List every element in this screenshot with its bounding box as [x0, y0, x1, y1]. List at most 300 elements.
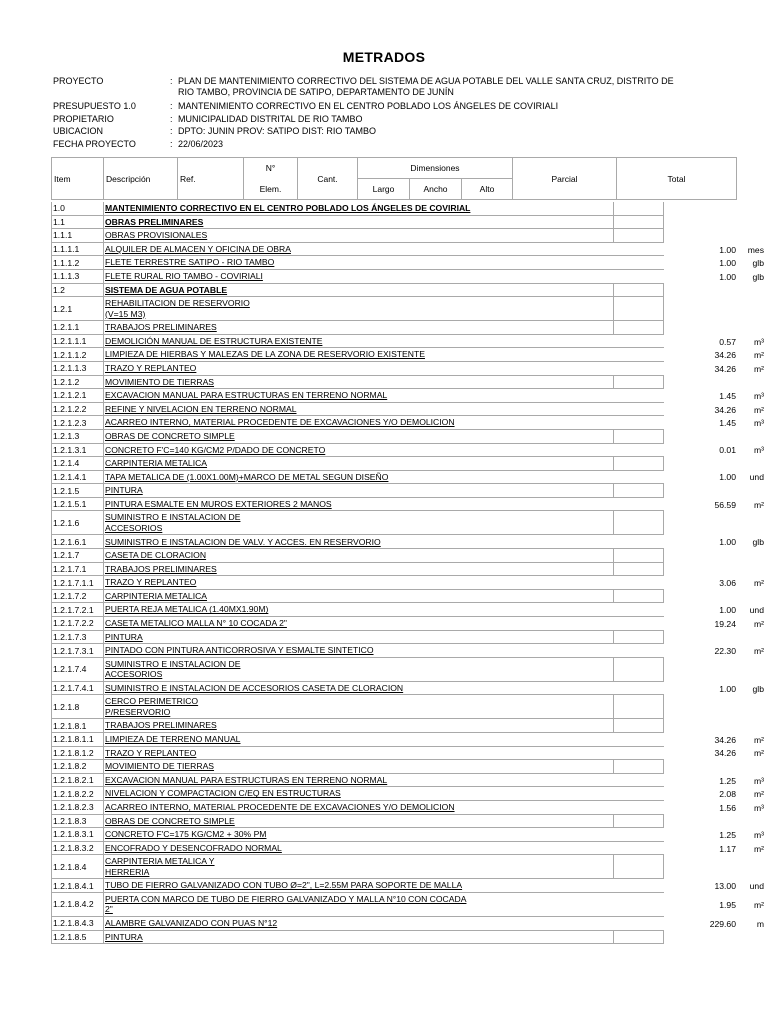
row-unit: m³	[753, 802, 764, 813]
row-total: 1.00	[719, 472, 736, 483]
row-description	[103, 801, 613, 815]
row-description-text: PINTURA	[105, 485, 143, 496]
row-spacer	[613, 931, 664, 945]
table-row	[51, 511, 716, 535]
budget-rows	[51, 202, 764, 944]
row-unit: m²	[753, 578, 764, 589]
row-item-code: 1.2.1.8.5	[51, 931, 103, 945]
row-spacer	[613, 590, 664, 604]
row-unit: m²	[753, 350, 764, 361]
meta-value: MUNICIPALIDAD DISTRITAL DE RIO TAMBO	[178, 113, 363, 124]
table-row	[51, 535, 764, 549]
row-spacer	[613, 284, 664, 298]
row-total: 34.26	[714, 404, 736, 415]
row-description	[103, 658, 613, 682]
row-spacer	[613, 563, 664, 577]
row-description	[103, 733, 613, 747]
row-item-code: 1.2.1.8	[51, 695, 103, 719]
row-description	[103, 335, 613, 349]
table-row	[51, 682, 764, 696]
row-description-text: CARPINTERIA METALICA	[105, 590, 208, 601]
row-item-code: 1.2.1.5.1	[51, 498, 103, 512]
row-description-text: ACARREO INTERNO, MATERIAL PROCEDENTE DE EXCAVACIONES Y/O DEMOLICION	[105, 417, 455, 428]
meta-colon: :	[170, 101, 173, 112]
row-item-code: 1.1	[51, 216, 103, 230]
row-spacer	[613, 511, 664, 535]
row-unit: m³	[753, 775, 764, 786]
meta-row-fecha	[53, 139, 733, 150]
table-header	[51, 157, 737, 200]
meta-label: PROYECTO	[53, 76, 104, 86]
row-description	[103, 893, 613, 917]
row-description	[103, 787, 613, 801]
row-description-text: ALQUILER DE ALMACEN Y OFICINA DE OBRA	[105, 243, 291, 254]
row-item-code: 1.2.1.7.4.1	[51, 682, 103, 696]
row-description	[103, 828, 613, 842]
table-row	[51, 879, 764, 893]
row-description-text: OBRAS PRELIMINARES	[105, 216, 204, 227]
table-row	[51, 695, 716, 719]
row-description	[103, 270, 613, 284]
row-spacer	[613, 321, 664, 335]
table-row	[51, 416, 764, 430]
header-dimensiones: Dimensiones	[358, 158, 513, 179]
row-spacer	[613, 216, 664, 230]
row-unit: m³	[753, 336, 764, 347]
row-spacer	[613, 297, 664, 321]
row-total: 34.26	[714, 734, 736, 745]
row-item-code: 1.2.1.7.4	[51, 658, 103, 682]
meta-value: DPTO: JUNIN PROV: SATIPO DIST: RIO TAMBO	[178, 126, 377, 137]
row-description-text: TRAZO Y REPLANTEO	[105, 577, 197, 588]
row-description	[103, 617, 613, 631]
row-item-code: 1.2.1.4.1	[51, 471, 103, 485]
row-spacer	[613, 719, 664, 733]
row-description-text: ACARREO INTERNO, MATERIAL PROCEDENTE DE EXCAVACIONES Y/O DEMOLICION	[105, 802, 455, 813]
meta-row-propietario	[53, 114, 733, 125]
row-total: 0.01	[719, 445, 736, 456]
row-unit: m²	[753, 646, 764, 657]
row-total: 1.45	[719, 390, 736, 401]
row-unit: glb	[752, 258, 764, 269]
row-item-code: 1.2.1.8.4.2	[51, 893, 103, 917]
table-row	[51, 430, 716, 444]
row-item-code: 1.2.1.6.1	[51, 535, 103, 549]
row-description	[103, 760, 613, 774]
row-item-code: 1.2.1.7	[51, 549, 103, 563]
row-item-code: 1.1.1.1	[51, 243, 103, 257]
row-spacer	[613, 457, 664, 471]
row-description	[103, 747, 613, 761]
header-item: Item	[52, 158, 104, 200]
row-item-code: 1.2.1.7.2.1	[51, 603, 103, 617]
table-row	[51, 801, 764, 815]
row-unit: m²	[753, 363, 764, 374]
row-description	[103, 256, 613, 270]
row-item-code: 1.2.1.8.2.3	[51, 801, 103, 815]
table-row	[51, 590, 716, 604]
row-item-code: 1.2.1	[51, 297, 103, 321]
row-description-text: TRABAJOS PRELIMINARES	[105, 563, 217, 574]
row-total: 229.60	[709, 918, 736, 929]
row-total: 1.00	[719, 683, 736, 694]
row-description-text: REFINE Y NIVELACION EN TERRENO NORMAL	[105, 403, 297, 414]
table-row	[51, 603, 764, 617]
row-item-code: 1.2.1.4	[51, 457, 103, 471]
row-total: 0.57	[719, 336, 736, 347]
meta-colon: :	[170, 76, 173, 86]
row-item-code: 1.2.1.8.1	[51, 719, 103, 733]
row-description	[103, 631, 613, 645]
row-total: 1.00	[719, 258, 736, 269]
row-description	[103, 376, 613, 390]
row-total: 1.00	[719, 537, 736, 548]
table-row	[51, 549, 716, 563]
row-item-code: 1.2.1.7.2.2	[51, 617, 103, 631]
meta-row-proyecto	[53, 76, 733, 99]
row-description	[103, 842, 613, 856]
table-row	[51, 617, 764, 631]
table-row	[51, 931, 716, 945]
row-description	[103, 362, 613, 376]
table-row	[51, 855, 716, 879]
row-description-text: SUMINISTRO E INSTALACION DE VALV. Y ACCES. EN RESERVORIO	[105, 536, 381, 547]
row-description-text: CONCRETO F'C=175 KG/CM2 + 30% PM	[105, 829, 267, 840]
row-unit: m³	[753, 418, 764, 429]
row-description-text: SUMINISTRO E INSTALACION DE ACCESORIOS	[105, 658, 241, 680]
table-row	[51, 202, 716, 216]
table-row	[51, 658, 716, 682]
row-item-code: 1.2.1.7.2	[51, 590, 103, 604]
table-row	[51, 733, 764, 747]
row-item-code: 1.2.1.8.1.2	[51, 747, 103, 761]
table-row	[51, 563, 716, 577]
row-description-text: MANTENIMIENTO CORRECTIVO EN EL CENTRO POBLADO LOS ÁNGELES DE COVIRIAL	[105, 203, 471, 214]
row-description-text: TAPA METALICA DE (1.00X1.00M)+MARCO DE METAL SEGUN DISEÑO	[105, 471, 389, 482]
row-description-text: TRABAJOS PRELIMINARES	[105, 322, 217, 333]
row-item-code: 1.2.1.1.2	[51, 348, 103, 362]
table-row	[51, 243, 764, 257]
row-description-text: PUERTA CON MARCO DE TUBO DE FIERRO GALVANIZADO Y MALLA N°10 CON COCADA 2"	[105, 893, 467, 915]
header-ancho: Ancho	[410, 179, 462, 200]
row-total: 1.56	[719, 802, 736, 813]
row-description	[103, 321, 613, 335]
row-description	[103, 563, 613, 577]
row-item-code: 1.2.1.2.2	[51, 403, 103, 417]
table-row	[51, 297, 716, 321]
row-description	[103, 498, 613, 512]
table-row	[51, 576, 764, 590]
row-description-text: ENCOFRADO Y DESENCOFRADO NORMAL	[105, 842, 282, 853]
row-item-code: 1.2.1.2.1	[51, 389, 103, 403]
table-row	[51, 256, 764, 270]
row-description-text: CERCO PERIMETRICO P/RESERVORIO	[105, 696, 199, 717]
row-unit: m²	[753, 789, 764, 800]
table-row	[51, 787, 764, 801]
row-spacer	[613, 376, 664, 390]
row-description-text: FLETE TERRESTRE SATIPO - RIO TAMBO	[105, 257, 275, 268]
header-largo: Largo	[358, 179, 410, 200]
row-total: 22.30	[714, 646, 736, 657]
table-row	[51, 917, 764, 931]
row-description	[103, 216, 613, 230]
row-description	[103, 511, 613, 535]
row-item-code: 1.2.1.3.1	[51, 444, 103, 458]
row-description	[103, 815, 613, 829]
row-unit: und	[749, 881, 764, 892]
row-spacer	[613, 484, 664, 498]
row-item-code: 1.2.1.1.1	[51, 335, 103, 349]
table-row	[51, 321, 716, 335]
meta-colon: :	[170, 113, 173, 124]
meta-colon: :	[170, 126, 173, 137]
row-description	[103, 879, 613, 893]
meta-label: PRESUPUESTO 1.0	[53, 101, 136, 112]
header-cant: Cant.	[298, 158, 358, 200]
header-descripcion: Descripción	[104, 158, 178, 200]
row-description	[103, 917, 613, 931]
row-description-text: OBRAS PROVISIONALES	[105, 230, 208, 241]
document-title: METRADOS	[342, 49, 426, 65]
row-description-text: OBRAS DE CONCRETO SIMPLE	[105, 815, 235, 826]
row-description-text: ALAMBRE GALVANIZADO CON PUAS N°12	[105, 917, 278, 928]
row-unit: m²	[753, 499, 764, 510]
row-total: 56.59	[714, 499, 736, 510]
meta-value: 22/06/2023	[178, 138, 224, 149]
table-row	[51, 270, 764, 284]
row-description-text: SUMINISTRO E INSTALACION DE ACCESORIOS CASETA DE CLORACION	[105, 682, 404, 693]
row-item-code: 1.2.1.2.3	[51, 416, 103, 430]
table-row	[51, 719, 716, 733]
row-unit: m³	[753, 390, 764, 401]
table-row	[51, 284, 716, 298]
row-description	[103, 348, 613, 362]
table-row	[51, 376, 716, 390]
row-item-code: 1.2.1.3	[51, 430, 103, 444]
row-description	[103, 931, 613, 945]
row-description-text: PINTADO CON PINTURA ANTICORROSIVA Y ESMALTE SINTETICO	[105, 645, 374, 656]
row-description-text: TRABAJOS PRELIMINARES	[105, 720, 217, 731]
row-description-text: LIMPIEZA DE TERRENO MANUAL	[105, 734, 241, 745]
row-description-text: MOVIMIENTO DE TIERRAS	[105, 376, 215, 387]
row-description-text: PINTURA	[105, 631, 143, 642]
row-description-text: REHABILITACION DE RESERVORIO (V=15 M3)	[105, 298, 250, 319]
row-description-text: CONCRETO F'C=140 KG/CM2 P/DADO DE CONCRETO	[105, 444, 326, 455]
row-description	[103, 457, 613, 471]
meta-row-presupuesto	[53, 101, 733, 112]
table-row	[51, 348, 764, 362]
table-row	[51, 828, 764, 842]
table-row	[51, 760, 716, 774]
row-item-code: 1.2	[51, 284, 103, 298]
row-description-text: FLETE RURAL RIO TAMBO - COVIRIALI	[105, 271, 263, 282]
row-unit: m²	[753, 899, 764, 910]
row-description-text: CARPINTERIA METALICA Y HERRERIA	[105, 856, 215, 877]
row-item-code: 1.2.1.8.3.2	[51, 842, 103, 856]
header-total: Total	[617, 158, 737, 200]
row-total: 2.08	[719, 789, 736, 800]
meta-label: FECHA PROYECTO	[53, 138, 136, 149]
row-total: 3.06	[719, 578, 736, 589]
row-description	[103, 389, 613, 403]
row-unit: glb	[752, 271, 764, 282]
row-spacer	[613, 631, 664, 645]
table-row	[51, 471, 764, 485]
row-description	[103, 243, 613, 257]
row-total: 19.24	[714, 618, 736, 629]
row-description-text: CASETA DE CLORACION	[105, 550, 207, 561]
row-spacer	[613, 695, 664, 719]
row-spacer	[613, 202, 664, 216]
meta-value: PLAN DE MANTENIMIENTO CORRECTIVO DEL SISTEMA DE AGUA POTABLE DEL VALLE SANTA CRUZ, DISTRITO DE RIO TAMBO, PROVINCIA DE SATIPO, DEPARTAMENTO DE JUNÍN	[178, 76, 674, 98]
row-unit: glb	[752, 683, 764, 694]
meta-label: PROPIETARIO	[53, 113, 114, 124]
table-row	[51, 484, 716, 498]
row-spacer	[613, 430, 664, 444]
row-description	[103, 229, 613, 243]
row-description-text: MOVIMIENTO DE TIERRAS	[105, 761, 215, 772]
row-item-code: 1.2.1.1.3	[51, 362, 103, 376]
row-total: 34.26	[714, 350, 736, 361]
header-parcial: Parcial	[513, 158, 617, 200]
row-description	[103, 590, 613, 604]
header-elem: Elem.	[244, 179, 298, 200]
row-description	[103, 644, 613, 658]
table-row	[51, 335, 764, 349]
row-unit: m³	[753, 829, 764, 840]
row-description-text: DEMOLICIÓN MANUAL DE ESTRUCTURA EXISTENTE	[105, 335, 323, 346]
row-spacer	[613, 815, 664, 829]
row-item-code: 1.2.1.2	[51, 376, 103, 390]
row-unit: m²	[753, 843, 764, 854]
row-description	[103, 682, 613, 696]
row-unit: m²	[753, 734, 764, 745]
row-description	[103, 403, 613, 417]
header-alto: Alto	[462, 179, 513, 200]
row-total: 1.17	[719, 843, 736, 854]
table-row	[51, 389, 764, 403]
row-description	[103, 774, 613, 788]
row-description-text: CASETA METALICO MALLA N° 10 COCADA 2"	[105, 618, 287, 629]
row-total: 1.25	[719, 775, 736, 786]
table-row	[51, 216, 716, 230]
table-row	[51, 631, 716, 645]
row-spacer	[613, 229, 664, 243]
row-description	[103, 471, 613, 485]
row-description	[103, 202, 613, 216]
row-description	[103, 430, 613, 444]
row-description	[103, 695, 613, 719]
row-spacer	[613, 855, 664, 879]
table-row	[51, 457, 716, 471]
table-row	[51, 842, 764, 856]
row-item-code: 1.1.1.3	[51, 270, 103, 284]
header-n: N°	[244, 158, 298, 179]
row-total: 1.25	[719, 829, 736, 840]
row-description-text: PINTURA	[105, 931, 143, 942]
row-description	[103, 576, 613, 590]
row-item-code: 1.2.1.8.4	[51, 855, 103, 879]
row-unit: und	[749, 605, 764, 616]
row-total: 13.00	[714, 881, 736, 892]
row-item-code: 1.2.1.8.3	[51, 815, 103, 829]
row-item-code: 1.2.1.5	[51, 484, 103, 498]
row-item-code: 1.2.1.6	[51, 511, 103, 535]
row-item-code: 1.2.1.7.1.1	[51, 576, 103, 590]
row-item-code: 1.2.1.7.1	[51, 563, 103, 577]
table-row	[51, 644, 764, 658]
row-description-text: SISTEMA DE AGUA POTABLE	[105, 284, 228, 295]
row-description	[103, 549, 613, 563]
row-description-text: EXCAVACION MANUAL PARA ESTRUCTURAS EN TERRENO NORMAL	[105, 390, 388, 401]
table-row	[51, 815, 716, 829]
row-description	[103, 535, 613, 549]
row-description-text: EXCAVACION MANUAL PARA ESTRUCTURAS EN TERRENO NORMAL	[105, 774, 388, 785]
row-unit: mes	[747, 244, 764, 255]
table-row	[51, 362, 764, 376]
row-description	[103, 297, 613, 321]
row-item-code: 1.2.1.7.3.1	[51, 644, 103, 658]
row-description	[103, 719, 613, 733]
row-description-text: SUMINISTRO E INSTALACION DE ACCESORIOS	[105, 512, 241, 533]
row-unit: m²	[753, 618, 764, 629]
meta-row-ubicacion	[53, 126, 733, 137]
row-description-text: OBRAS DE CONCRETO SIMPLE	[105, 430, 235, 441]
row-total: 34.26	[714, 363, 736, 374]
table-row	[51, 229, 716, 243]
row-item-code: 1.2.1.8.2	[51, 760, 103, 774]
row-description-text: LIMPIEZA DE HIERBAS Y MALEZAS DE LA ZONA DE RESERVORIO EXISTENTE	[105, 349, 425, 360]
meta-colon: :	[170, 138, 173, 149]
meta-value: MANTENIMIENTO CORRECTIVO EN EL CENTRO POBLADO LOS ÁNGELES DE COVIRIALI	[178, 101, 559, 112]
meta-label: UBICACION	[53, 126, 104, 137]
table-row	[51, 774, 764, 788]
row-unit: und	[749, 472, 764, 483]
row-item-code: 1.2.1.8.1.1	[51, 733, 103, 747]
row-description-text: PUERTA REJA METALICA (1.40MX1.90M)	[105, 604, 269, 615]
row-item-code: 1.2.1.8.4.3	[51, 917, 103, 931]
row-spacer	[613, 658, 664, 682]
row-total: 1.45	[719, 418, 736, 429]
row-description-text: TRAZO Y REPLANTEO	[105, 362, 197, 373]
row-total: 34.26	[714, 748, 736, 759]
row-unit: m	[756, 918, 764, 929]
row-total: 1.95	[719, 899, 736, 910]
row-item-code: 1.2.1.8.2.2	[51, 787, 103, 801]
table-row	[51, 444, 764, 458]
row-unit: m²	[753, 748, 764, 759]
row-unit: m³	[753, 445, 764, 456]
row-unit: glb	[752, 537, 764, 548]
row-total: 1.00	[719, 271, 736, 282]
row-description-text: CARPINTERIA METALICA	[105, 458, 208, 469]
row-description	[103, 284, 613, 298]
row-item-code: 1.2.1.7.3	[51, 631, 103, 645]
row-total: 1.00	[719, 244, 736, 255]
row-item-code: 1.1.1	[51, 229, 103, 243]
row-item-code: 1.1.1.2	[51, 256, 103, 270]
row-description-text: PINTURA ESMALTE EN MUROS EXTERIORES 2 MANOS	[105, 498, 332, 509]
row-description	[103, 603, 613, 617]
row-description-text: NIVELACION Y COMPACTACION C/EQ EN ESTRUCTURAS	[105, 788, 341, 799]
row-item-code: 1.2.1.8.3.1	[51, 828, 103, 842]
row-item-code: 1.0	[51, 202, 103, 216]
project-meta	[53, 76, 733, 151]
row-spacer	[613, 549, 664, 563]
row-item-code: 1.2.1.8.2.1	[51, 774, 103, 788]
row-spacer	[613, 760, 664, 774]
row-description	[103, 484, 613, 498]
